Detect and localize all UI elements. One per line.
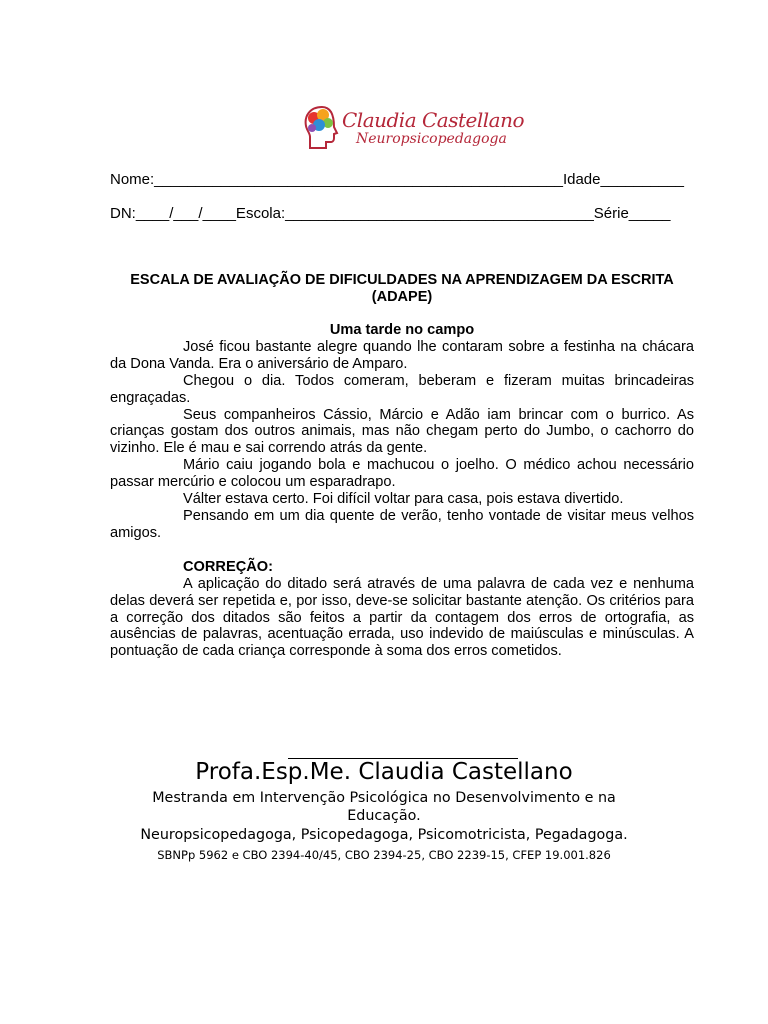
correction-text: A aplicação do ditado será através de uma palavra de cada vez e nenhuma delas deverá ser repetida e, por isso, deve-se solicitar bastante atenção. Os critérios para a correção dos ditados são feitos a partir da contagem dos erros de ortografia, as ausências de palavras, acentuação errada, uso indevido de maiúsculas e minúsculas. A pontuação de cada criança corresponde à soma dos erros cometidos. (110, 575, 694, 660)
logo (300, 104, 524, 156)
story-paragraph: Seus companheiros Cássio, Márcio e Adão iam brincar com o burrico. As crianças gostam dos outros animais, mas não chegam perto do Jumbo, o cachorro do vizinho. Ele é mau e sai correndo atrás da gente. (110, 406, 694, 457)
story-title: Uma tarde no campo (329, 322, 475, 338)
signature-credential: Mestranda em Intervenção Psicológica no Desenvolvimento e na (152, 790, 616, 806)
name-age-field[interactable]: Nome:_________________________________________________Idade__________ (110, 171, 684, 188)
page-title: ESCALA DE AVALIAÇÃO DE DIFICULDADES NA APRENDIZAGEM DA ESCRITA (ADAPE) (130, 272, 674, 305)
logo-subtitle: Neuropsicopedagoga (356, 131, 507, 147)
document-body (110, 322, 694, 660)
birth-school-grade-field[interactable]: DN:____/___/____Escola:_____________________________________Série_____ (110, 205, 671, 222)
head-brain-icon (300, 104, 344, 152)
correction-heading: CORREÇÃO: (183, 558, 273, 575)
story-paragraph: Chegou o dia. Todos comeram, beberam e fizeram muitas brincadeiras engraçadas. (110, 372, 694, 406)
signature-credential: Neuropsicopedagoga, Psicopedagoga, Psicomotricista, Pegadagoga. (140, 827, 628, 843)
story-paragraph: Válter estava certo. Foi difícil voltar para casa, pois estava divertido. (183, 491, 624, 508)
story-paragraph: Mário caiu jogando bola e machucou o joelho. O médico achou necessário passar mercúrio e colocou um esparadrapo. (110, 457, 694, 491)
story-paragraph: José ficou bastante alegre quando lhe contaram sobre a festinha na chácara da Dona Vanda. Era o aniversário de Amparo. (110, 338, 694, 372)
story-paragraph: Pensando em um dia quente de verão, tenho vontade de visitar meus velhos amigos. (110, 507, 694, 541)
signature-credential: Educação. (347, 808, 421, 824)
signature-registration: SBNPp 5962 e CBO 2394-40/45, CBO 2394-25, CBO 2239-15, CFEP 19.001.826 (157, 848, 611, 862)
signature-name: Profa.Esp.Me. Claudia Castellano (195, 759, 573, 785)
logo-name: Claudia Castellano (342, 108, 524, 132)
